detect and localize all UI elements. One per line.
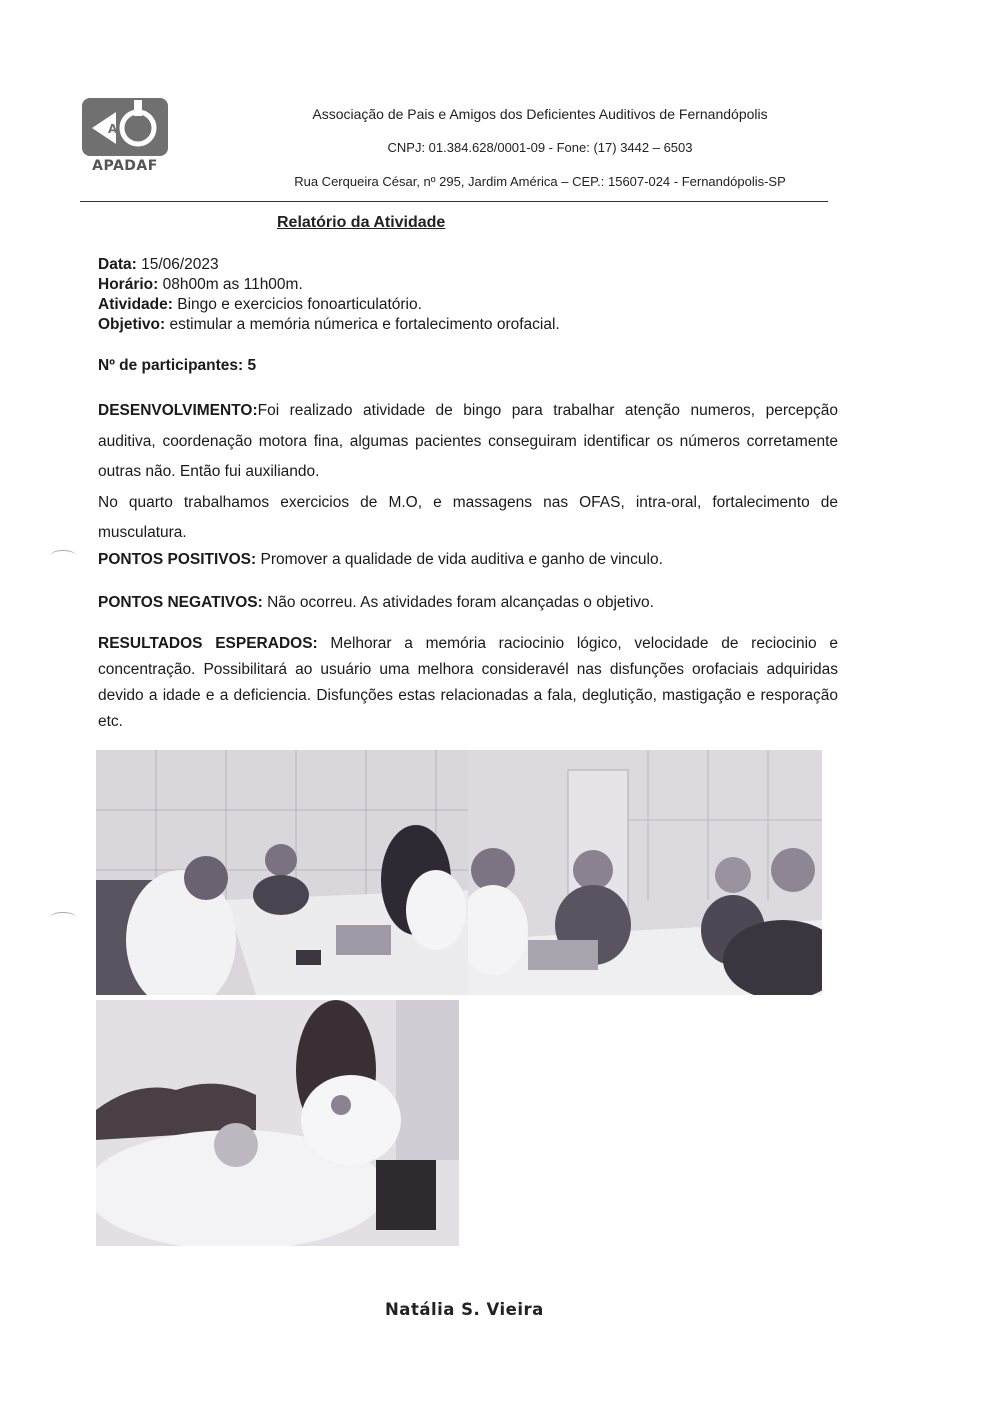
development-text: Foi realizado atividade de bingo para trabalhar atenção numeros, percepção auditiva, coordenação motora fina, algumas pacientes conseguiram identificar os números corretamente outras não. Então fui auxiliando. xyxy=(98,402,838,480)
logo-text: APADAF xyxy=(92,158,158,174)
cnpj-phone: CNPJ: 01.384.628/0001-09 - Fone: (17) 3442 – 6503 xyxy=(387,140,693,155)
development-text-2: No quarto trabalhamos exercicios de M.O, e massagens nas OFAS, intra-oral, fortalecimento de musculatura. xyxy=(98,493,838,541)
org-name: Associação de Pais e Amigos dos Deficientes Auditivos de Fernandópolis xyxy=(312,106,768,122)
positive-label: PONTOS POSITIVOS: xyxy=(98,551,257,568)
address: Rua Cerqueira César, nº 295, Jardim América – CEP.: 15607-024 - Fernandópolis-SP xyxy=(294,174,786,189)
results-label: RESULTADOS ESPERADOS: xyxy=(98,635,318,652)
negative-label: PONTOS NEGATIVOS: xyxy=(98,594,263,611)
objective-value: estimular a memória númerica e fortalecimento orofacial. xyxy=(165,316,560,333)
positive-points xyxy=(98,551,838,569)
apadaf-logo xyxy=(80,96,170,176)
photo-bingo-group xyxy=(468,750,822,995)
development-section xyxy=(98,396,838,549)
logo-emblem-icon xyxy=(80,96,170,158)
date-label: Data: xyxy=(98,256,137,273)
date-row xyxy=(98,255,560,275)
report-title: Relatório da Atividade xyxy=(277,214,446,231)
activity-row xyxy=(98,295,560,315)
time-label: Horário: xyxy=(98,276,159,293)
photo-bedside-exercise xyxy=(96,1000,459,1246)
report-meta xyxy=(98,255,560,335)
photo-bingo-table xyxy=(96,750,468,995)
negative-points xyxy=(98,594,838,612)
scan-mark xyxy=(50,550,76,561)
objective-label: Objetivo: xyxy=(98,316,166,333)
negative-text: Não ocorreu. As atividades foram alcançadas o objetivo. xyxy=(262,594,654,611)
expected-results xyxy=(98,631,838,735)
positive-text: Promover a qualidade de vida auditiva e ganho de vinculo. xyxy=(256,551,663,568)
objective-row xyxy=(98,315,560,335)
svg-text:A: A xyxy=(108,122,118,136)
time-row xyxy=(98,275,560,295)
date-value: 15/06/2023 xyxy=(136,256,219,273)
time-value: 08h00m as 11h00m. xyxy=(158,276,303,293)
results-text: Melhorar a memória raciocinio lógico, velocidade de reciocinio e concentração. Possibilitará ao usuário uma melhora consideravél nas disfunções orofaciais adquiridas devido a idade e a deficiencia. Disfunções estas relacionadas a fala, deglutição, mastigação e resporação etc. xyxy=(98,635,838,730)
signature-name: Natália S. Vieira xyxy=(385,1300,544,1319)
participants-count: Nº de participantes: 5 xyxy=(98,357,257,374)
activity-value: Bingo e exercicios fonoarticulatório. xyxy=(172,296,422,313)
scan-mark xyxy=(50,912,76,923)
development-label: DESENVOLVIMENTO: xyxy=(98,402,258,419)
activity-label: Atividade: xyxy=(98,296,173,313)
header-divider xyxy=(80,201,828,202)
